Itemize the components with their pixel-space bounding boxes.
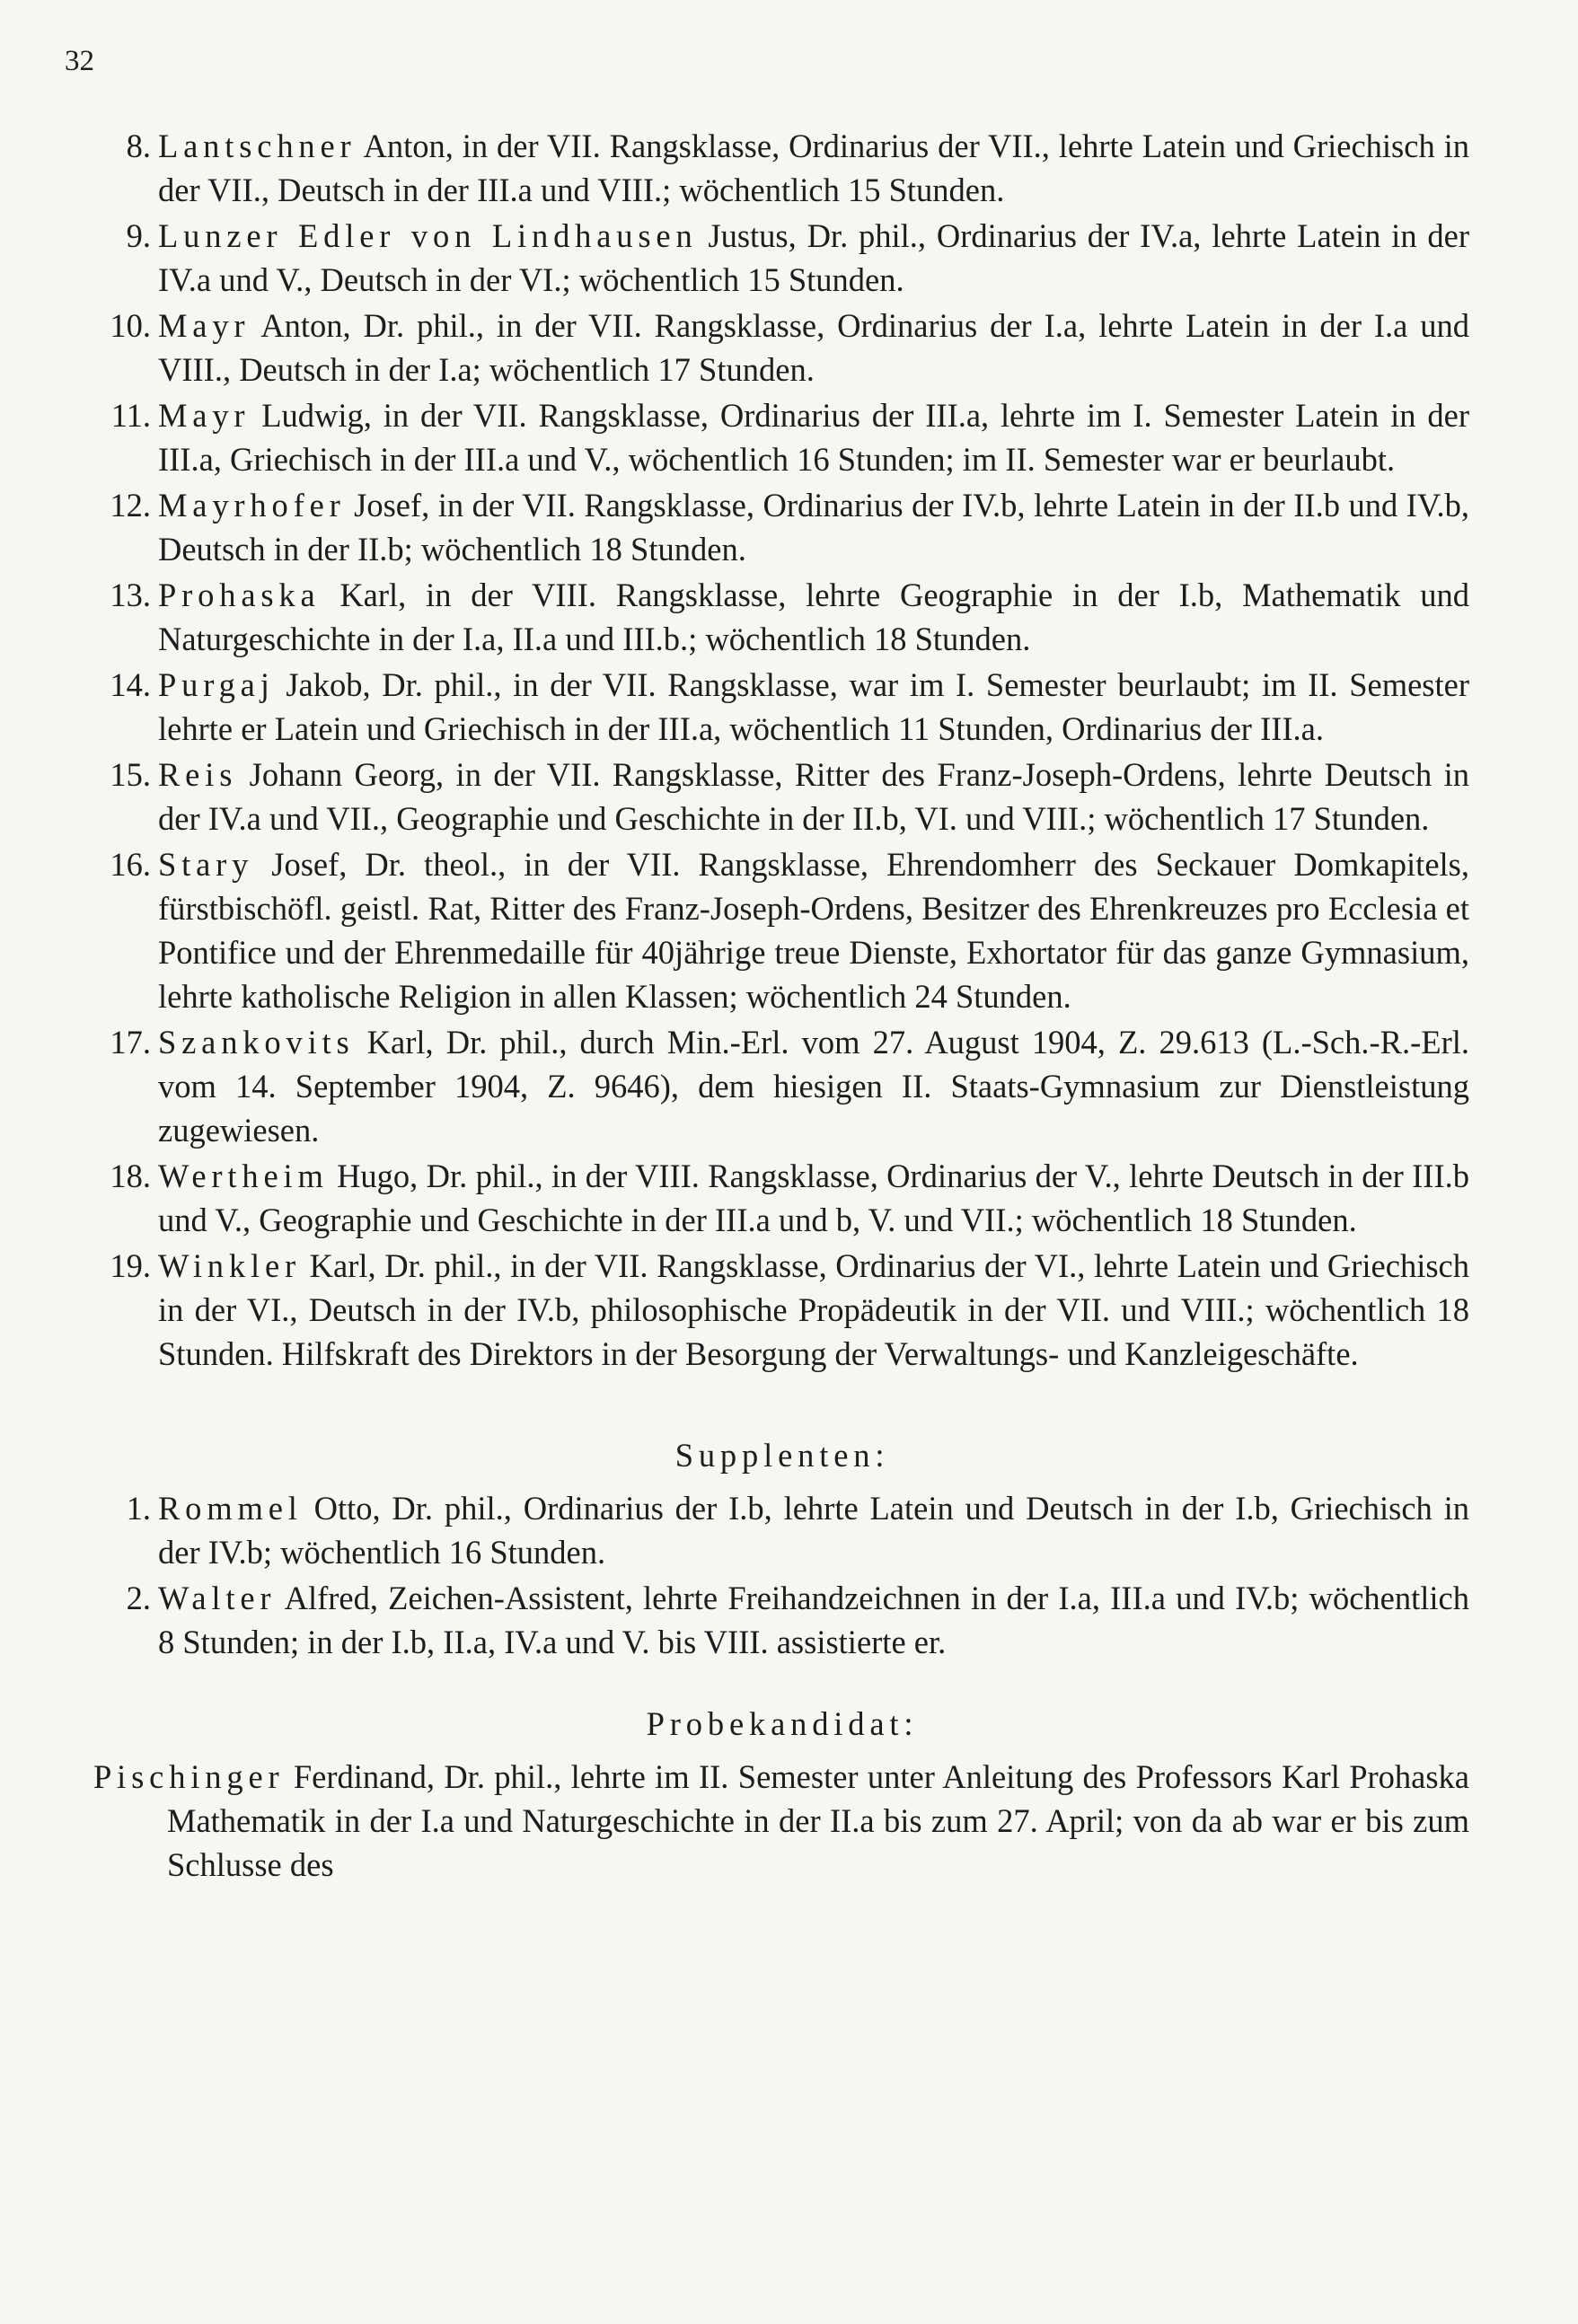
entry-name: Szankovits <box>158 1024 355 1061</box>
entry-name: Rommel <box>158 1490 303 1527</box>
entry-name: Winkler <box>158 1247 302 1284</box>
entry-text: Karl, Dr. phil., in der VII. Rangsklasse, Ordinarius der VI., lehrte Latein und Griechisch in der VI., Deutsch in der IV.b, philosophische Propädeutik in der VII. und VIII.; wöchentlich 18 Stunden. Hilfskraft des Direktors in der Besorgung der Verwaltungs- und Kanzleigeschäfte. <box>158 1247 1470 1372</box>
list-item <box>95 1244 1469 1376</box>
entry-text: Karl, Dr. phil., durch Min.-Erl. vom 27. August 1904, Z. 29.613 (L.-Sch.-R.-Erl. vom 14. September 1904, Z. 9646), dem hiesigen II. Staats-Gymnasium zur Dienstleistung zugewiesen. <box>158 1024 1470 1149</box>
entry-text: Hugo, Dr. phil., in der VIII. Rangsklasse, Ordinarius der V., lehrte Deutsch in der III.b und V., Geographie und Geschichte in der III.a und b, V. und VII.; wöchentlich 18 Stunden. <box>158 1158 1469 1238</box>
list-item <box>95 304 1469 392</box>
list-item <box>95 483 1469 571</box>
entry-text: Alfred, Zeichen-Assistent, lehrte Freihandzeichnen in der I.a, III.a und IV.b; wöchentlich 8 Stunden; in der I.b, II.a, IV.a und V. bis VIII. assistierte er. <box>158 1580 1469 1660</box>
entry-name: Pischinger <box>93 1758 285 1795</box>
list-item <box>95 1576 1469 1664</box>
entry-number: 16. <box>110 846 151 883</box>
entry-name: Prohaska <box>158 577 321 613</box>
entry-text: Anton, Dr. phil., in der VII. Rangsklasse, Ordinarius der I.a, lehrte Latein in der I.a und VIII., Deutsch in der I.a; wöchentlich 17 Stunden. <box>158 307 1469 388</box>
page-number: 32 <box>65 45 94 77</box>
entry-number: 1. <box>126 1490 151 1527</box>
entry-number: 15. <box>110 756 151 793</box>
entry-number: 17. <box>110 1024 151 1061</box>
entry-name: Reis <box>158 756 238 793</box>
entry-number: 18. <box>110 1158 151 1194</box>
entry-name: Lunzer Edler von Lindhausen <box>158 217 698 254</box>
entry-name: Lantschner <box>158 128 357 164</box>
entry-name: Wertheim <box>158 1158 329 1194</box>
list-item <box>95 214 1469 302</box>
list-item <box>95 842 1469 1018</box>
entry-name: Mayrhofer <box>158 487 346 524</box>
list-item <box>95 124 1469 212</box>
entry-name: Mayr <box>158 397 251 434</box>
list-item <box>95 1020 1469 1152</box>
probekandidat-entry <box>93 1755 1469 1887</box>
list-item <box>95 573 1469 661</box>
supplenten-list <box>95 1486 1469 1664</box>
entry-text: Ludwig, in der VII. Rangsklasse, Ordinarius der III.a, lehrte im I. Semester Latein in der III.a, Griechisch in der III.a und V., wöchentlich 16 Stunden; im II. Semester war er beurlaubt. <box>158 397 1469 478</box>
probekandidat-heading: Probekandidat: <box>646 1705 919 1742</box>
entry-text: Anton, in der VII. Rangsklasse, Ordinarius der VII., lehrte Latein und Griechisch in der VII., Deutsch in der III.a und VIII.; wöchentlich 15 Stunden. <box>158 128 1469 208</box>
entry-text: Ferdinand, Dr. phil., lehrte im II. Semester unter Anleitung des Professors Karl Prohaska Mathematik in der I.a und Naturgeschichte in der II.a bis zum 27. April; von da ab war er bis zum Schlusse des <box>167 1758 1469 1883</box>
entry-text: Karl, in der VIII. Rangsklasse, lehrte Geographie in der I.b, Mathematik und Naturgeschichte in der I.a, II.a und III.b.; wöchentlich 18 Stunden. <box>158 577 1469 657</box>
entry-text: Josef, in der VII. Rangsklasse, Ordinarius der IV.b, lehrte Latein in der II.b und IV.b, Deutsch in der II.b; wöchentlich 18 Stunden. <box>158 487 1470 568</box>
entry-number: 11. <box>110 397 151 434</box>
entry-number: 2. <box>126 1580 151 1616</box>
list-item <box>95 663 1469 751</box>
entry-number: 8. <box>126 128 151 164</box>
entry-name: Stary <box>158 846 254 883</box>
list-item <box>95 753 1469 841</box>
document-body <box>95 124 1469 1887</box>
list-item <box>95 393 1469 481</box>
teacher-list <box>95 124 1469 1376</box>
entry-name: Walter <box>158 1580 277 1616</box>
entry-number: 10. <box>110 307 151 344</box>
list-item <box>95 1154 1469 1242</box>
list-item <box>95 1486 1469 1574</box>
entry-number: 9. <box>126 217 151 254</box>
entry-text: Jakob, Dr. phil., in der VII. Rangsklasse, war im I. Semester beurlaubt; im II. Semester lehrte er Latein und Griechisch in der III.a, wöchentlich 11 Stunden, Ordinarius der III.a. <box>158 666 1469 747</box>
entry-number: 14. <box>110 666 151 703</box>
entry-number: 19. <box>110 1247 151 1284</box>
entry-number: 13. <box>110 577 151 613</box>
supplenten-heading: Supplenten: <box>674 1437 890 1474</box>
entry-text: Josef, Dr. theol., in der VII. Rangsklasse, Ehrendomherr des Seckauer Domkapitels, fürstbischöfl. geistl. Rat, Ritter des Franz-Joseph-Ordens, Besitzer des Ehrenkreuzes pro Ecclesia et Pontifice und der Ehrenmedaille für 40jährige treue Dienste, Exhortator für das ganze Gymnasium, lehrte katholische Religion in allen Klassen; wöchentlich 24 Stunden. <box>158 846 1469 1015</box>
entry-text: Johann Georg, in der VII. Rangsklasse, Ritter des Franz-Joseph-Ordens, lehrte Deutsch in der IV.a und VII., Geographie und Geschichte in der II.b, VI. und VIII.; wöchentlich 17 Stunden. <box>158 756 1469 837</box>
entry-name: Purgaj <box>158 666 275 703</box>
entry-text: Otto, Dr. phil., Ordinarius der I.b, lehrte Latein und Deutsch in der I.b, Griechisch in der IV.b; wöchentlich 16 Stunden. <box>158 1490 1469 1571</box>
entry-name: Mayr <box>158 307 251 344</box>
entry-text: Justus, Dr. phil., Ordinarius der IV.a, lehrte Latein in der IV.a und V., Deutsch in der VI.; wöchentlich 15 Stunden. <box>158 217 1469 298</box>
entry-number: 12. <box>110 487 151 524</box>
